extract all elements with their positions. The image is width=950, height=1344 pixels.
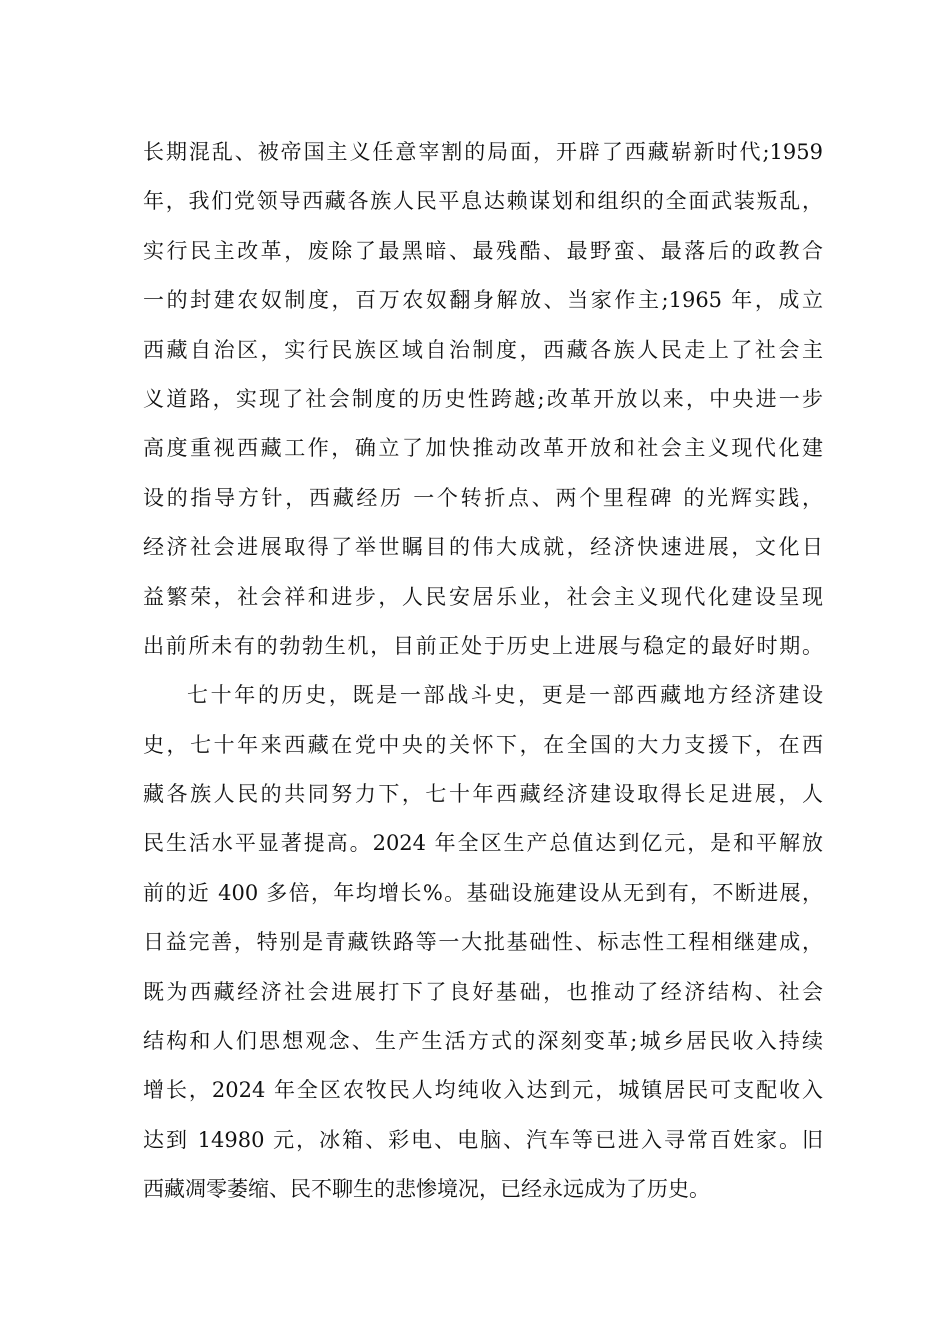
paragraph-line: 史，七十年来西藏在党中央的关怀下，在全国的大力支援下，在西: [143, 732, 823, 757]
paragraph-line: 西藏凋零萎缩、民不聊生的悲惨境况，已经永远成为了历史。: [143, 1177, 710, 1202]
paragraph-line: 设的指导方针，西藏经历 一个转折点、两个里程碑 的光辉实践，: [143, 485, 823, 510]
paragraph-line: 义道路，实现了社会制度的历史性跨越;改革开放以来，中央进一步: [143, 386, 823, 411]
paragraph-line: 高度重视西藏工作，确立了加快推动改革开放和社会主义现代化建: [143, 436, 823, 461]
paragraph-line: 既为西藏经济社会进展打下了良好基础，也推动了经济结构、社会: [143, 979, 823, 1004]
paragraph-line: 经济社会进展取得了举世瞩目的伟大成就，经济快速进展，文化日: [143, 535, 823, 560]
body-text: [143, 132, 823, 1219]
paragraph-line: 出前所未有的勃勃生机，目前正处于历史上进展与稳定的最好时期。: [143, 633, 823, 658]
paragraph-line: 年，我们党领导西藏各族人民平息达赖谋划和组织的全面武装叛乱，: [143, 189, 823, 214]
paragraph-line: 实行民主改革，废除了最黑暗、最残酷、最野蛮、最落后的政教合: [143, 238, 823, 263]
paragraph-line: 益繁荣，社会祥和进步，人民安居乐业，社会主义现代化建设呈现: [143, 584, 823, 609]
paragraph-line: 七十年的历史，既是一部战斗史，更是一部西藏地方经济建设: [187, 683, 823, 708]
paragraph-line: 日益完善，特别是青藏铁路等一大批基础性、标志性工程相继建成，: [143, 930, 823, 955]
paragraph-line: 前的近 400 多倍，年均增长%。基础设施建设从无到有，不断进展，: [143, 880, 823, 905]
paragraph-line: 民生活水平显著提高。2024 年全区生产总值达到亿元，是和平解放: [143, 831, 823, 856]
paragraph-line: 长期混乱、被帝国主义任意宰割的局面，开辟了西藏崭新时代;1959: [143, 140, 823, 164]
paragraph-line: 增长，2024 年全区农牧民人均纯收入达到元，城镇居民可支配收入: [143, 1078, 823, 1103]
paragraph-line: 西藏自治区，实行民族区域自治制度，西藏各族人民走上了社会主: [143, 337, 823, 362]
paragraph-line: 一的封建农奴制度，百万农奴翻身解放、当家作主;1965 年，成立: [143, 288, 823, 313]
paragraph-line: 结构和人们思想观念、生产生活方式的深刻变革;城乡居民收入持续: [143, 1029, 823, 1054]
paragraph-line: 藏各族人民的共同努力下，七十年西藏经济建设取得长足进展，人: [143, 782, 823, 807]
paragraph-line: 达到 14980 元，冰箱、彩电、电脑、汽车等已进入寻常百姓家。旧: [143, 1127, 823, 1152]
